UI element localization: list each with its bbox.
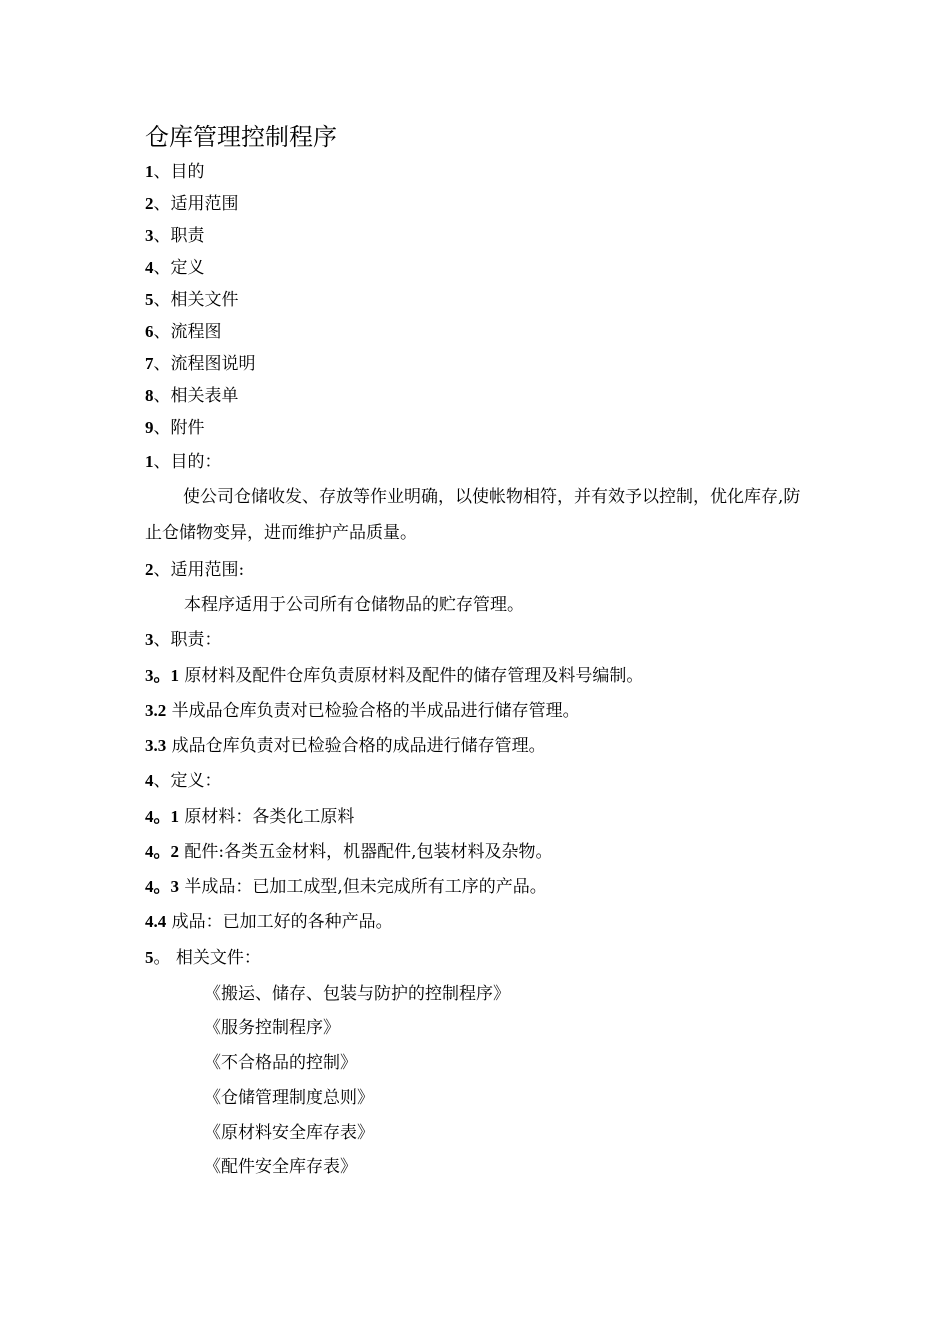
section-body-scope: 本程序适用于公司所有仓储物品的贮存管理。 [184,595,524,615]
list-item: 4.4 成品：已加工好的各种产品。 [145,912,393,932]
toc-item: 5、相关文件 [145,290,239,310]
section-body-purpose: 使公司仓储收发、存放等作业明确，以使帐物相符，并有效予以控制，优化库存,防止仓储物变异，进而维护产品质量。 [145,487,801,543]
related-doc-item: 《仓储管理制度总则》 [204,1088,374,1108]
list-item: 3.2 半成品仓库负责对已检验合格的半成品进行储存管理。 [145,701,580,721]
toc-item: 2、适用范围 [145,194,239,214]
list-item: 4。3 半成品：已加工成型,但未完成所有工序的产品。 [145,877,547,897]
toc-item: 6、流程图 [145,322,222,342]
related-doc-item: 《服务控制程序》 [204,1018,340,1038]
list-item: 3。1 原材料及配件仓库负责原材料及配件的储存管理及料号编制。 [145,666,644,686]
document-title: 仓库管理控制程序 [145,123,337,151]
section-heading-scope: 2、适用范围: [145,560,245,580]
section-heading-definition: 4、定义： [145,771,222,791]
section-heading-responsibility: 3、职责： [145,630,222,650]
related-doc-item: 《搬运、储存、包装与防护的控制程序》 [204,984,510,1004]
related-doc-item: 《配件安全库存表》 [204,1157,357,1177]
toc-item: 9、附件 [145,418,205,438]
list-item: 4。2 配件:各类五金材料，机器配件,包装材料及杂物。 [145,842,553,862]
toc-item: 1、目的 [145,162,205,182]
list-item: 4。1 原材料：各类化工原料 [145,807,355,827]
list-item: 3.3 成品仓库负责对已检验合格的成品进行储存管理。 [145,736,546,756]
related-doc-item: 《不合格品的控制》 [204,1053,357,1073]
toc-item: 4、定义 [145,258,205,278]
toc-item: 8、相关表单 [145,386,239,406]
toc-item: 3、职责 [145,226,205,246]
toc-item: 7、流程图说明 [145,354,256,374]
section-heading-related-docs: 5。 相关文件： [145,948,261,968]
related-doc-item: 《原材料安全库存表》 [204,1123,374,1143]
section-heading-purpose: 1、目的： [145,452,222,472]
